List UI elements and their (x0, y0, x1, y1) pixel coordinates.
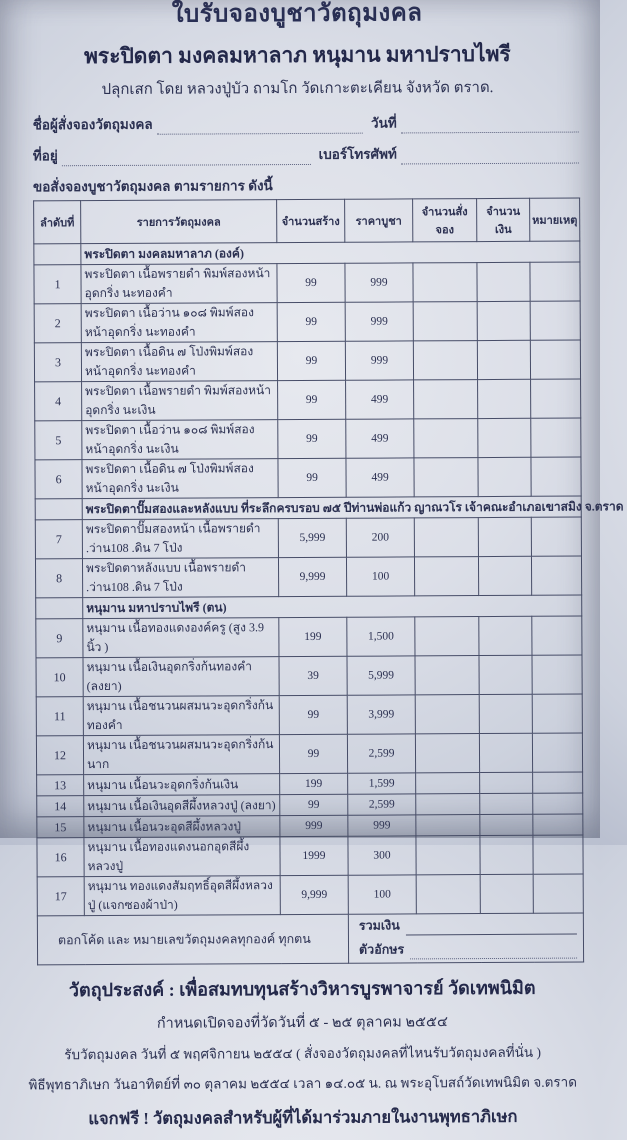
qty-made-cell: 99 (278, 380, 346, 419)
order-row (35, 418, 581, 460)
section-header-row (36, 595, 582, 619)
qty-ordered-cell[interactable] (416, 794, 480, 815)
order-row (35, 457, 581, 499)
qty-made-cell: 199 (279, 617, 347, 656)
date-field[interactable] (401, 117, 579, 134)
purpose-line: วัตถุประสงค์ : เพื่อสมทบทุนสร้างวิหารบูรพาจารย์ วัดเทพนิมิต (68, 977, 536, 1001)
receive-line: รับวัตถุมงคล วันที่ ๕ พฤศจิกายน ๒๕๕๔ ( สั่งจองวัตถุมงคลที่ไหนรับวัตถุมงคลที่นั่น ) (64, 1044, 541, 1063)
amount-cell[interactable] (480, 835, 533, 874)
note-cell[interactable] (531, 556, 581, 595)
note-cell[interactable] (530, 340, 580, 379)
price-cell: 1,500 (347, 617, 415, 656)
amount-cell[interactable] (479, 655, 532, 694)
note-cell[interactable] (531, 457, 581, 496)
qty-made-cell: 5,999 (278, 518, 346, 557)
amount-cell[interactable] (480, 814, 533, 835)
section-title: พระปิดตาปั๊มสองและหลังแบบ ที่ระลึกครบรอบ ๗๕ ปีท่านพ่อแก้ว ญาณวโร เจ้าคณะอำเภอเขาสมิง จ.ตราด (82, 496, 581, 520)
header-row (34, 198, 580, 244)
section-title: หนุมาน มหาปราบไพรี (ตน) (83, 595, 582, 619)
order-row (35, 379, 581, 421)
note-cell[interactable] (532, 733, 582, 772)
qty-made-cell: 99 (278, 458, 346, 497)
col-header-amount: จำนวนเงิน (477, 198, 530, 241)
code-note-cell: ตอกโค้ด และ หมายเลขวัตถุมงคลทุกองค์ ทุกตน (37, 914, 348, 965)
qty-ordered-cell[interactable] (414, 458, 478, 497)
col-header-note: หมายเหตุ (530, 198, 580, 241)
qty-made-cell: 99 (280, 794, 348, 815)
total-money-field[interactable] (406, 921, 577, 936)
col-header-price: ราคาบูชา (345, 199, 413, 242)
section-empty-cell (35, 499, 82, 520)
totals-cell (348, 913, 583, 963)
page-subtitle: พระปิดตา มงคลมหาลาภ หนุมาน มหาปราบไพรี (83, 41, 511, 69)
qty-made-cell: 9,999 (278, 557, 346, 596)
order-row (37, 835, 583, 877)
order-form-fields (33, 111, 579, 198)
order-table-summary (37, 913, 583, 965)
price-cell: 200 (346, 518, 414, 557)
address-field[interactable] (62, 149, 311, 166)
col-header-made: จำนวนสร้าง (277, 199, 345, 242)
item-desc-cell: พระปิดตา เนื้อพรายดำ พิมพ์สองหน้าอุดกริ่ง นะเงิน (82, 381, 278, 421)
item-desc-cell: หนุมาน เนื้อเงินอุดสีผึ้งหลวงปู่ (ลงยา) (84, 795, 280, 817)
item-desc-cell: หนุมาน เนื้อนวะอุดสีผึ้งหลวงปู่ (84, 816, 280, 838)
amount-cell[interactable] (478, 418, 531, 457)
name-date-row (33, 111, 579, 136)
page-title: ใบรับจองบูชาวัตถุมงคล (171, 0, 423, 28)
order-row (37, 814, 583, 838)
row-number-cell: 6 (35, 460, 82, 499)
col-header-no: ลำดับที่ (34, 201, 81, 244)
row-number-cell: 7 (35, 520, 82, 559)
note-cell[interactable] (533, 772, 583, 793)
qty-ordered-cell[interactable] (414, 419, 478, 458)
amount-cell[interactable] (478, 517, 531, 556)
qty-ordered-cell[interactable] (413, 302, 477, 341)
qty-ordered-cell[interactable] (416, 815, 480, 836)
qty-made-cell: 199 (280, 773, 348, 794)
note-cell[interactable] (532, 655, 582, 694)
order-table-head (34, 198, 580, 244)
row-number-cell: 9 (36, 619, 83, 658)
section-header-row (35, 496, 581, 520)
row-number-cell: 13 (37, 775, 84, 796)
row-number-cell: 15 (37, 817, 84, 838)
amount-cell[interactable] (477, 262, 530, 301)
qty-made-cell: 9,999 (280, 875, 348, 914)
price-cell: 5,999 (347, 656, 415, 695)
price-cell: 3,999 (347, 695, 415, 734)
qty-ordered-cell[interactable] (414, 518, 478, 557)
item-desc-cell: หนุมาน เนื้อทองแดงนอกอุดสีผึ้งหลวงปู่ (84, 837, 280, 877)
item-desc-cell: พระปิดตาปั๊มสองหน้า เนื้อพรายดำ .ว่าน108 .ดิน 7 โป่ง (82, 519, 278, 559)
item-desc-cell: พระปิดตา เนื้อว่าน ๑๐๘ พิมพ์สองหน้าอุดกริ่ง นะเงิน (82, 420, 278, 460)
qty-ordered-cell[interactable] (414, 557, 478, 596)
order-row (34, 340, 580, 382)
qty-ordered-cell[interactable] (413, 341, 477, 380)
col-header-item: รายการวัตถุมงคล (81, 200, 277, 244)
total-money-line (349, 914, 583, 939)
note-cell[interactable] (531, 418, 581, 457)
row-number-cell: 14 (37, 796, 84, 817)
row-number-cell: 4 (35, 382, 82, 421)
section-empty-cell (34, 244, 81, 265)
qty-ordered-cell[interactable] (416, 836, 480, 875)
item-desc-cell: พระปิดตา เนื้อดิน ๗ โป่งพิมพ์สองหน้าอุดกริ่ง นะเงิน (82, 459, 278, 499)
phone-label: เบอร์โทรศัพท์ (318, 146, 397, 162)
amount-cell[interactable] (479, 733, 532, 772)
ceremony-line: พิธีพุทธาภิเษก วันอาทิตย์ที่ ๓๐ ตุลาคม ๒๕๕๔ เวลา ๑๔.๐๕ น. ณ พระอุโบสถ์วัดเทพนิมิต จ.ตราด (28, 1074, 578, 1093)
price-cell: 999 (348, 815, 416, 836)
note-cell[interactable] (532, 616, 582, 655)
amount-cell[interactable] (480, 874, 533, 913)
note-cell[interactable] (533, 874, 583, 913)
row-number-cell: 17 (37, 877, 84, 916)
amount-cell[interactable] (478, 556, 531, 595)
price-cell: 100 (348, 875, 416, 914)
item-desc-cell: หนุมาน ทองแดงสัมฤทธิ์อุดสีผึ้งหลวงปู่ (แจกซองผ้าป่า) (84, 876, 280, 916)
note-cell[interactable] (531, 379, 581, 418)
order-row (36, 655, 582, 697)
row-number-cell: 12 (36, 736, 83, 775)
order-row (34, 262, 580, 304)
qty-made-cell: 99 (279, 695, 347, 734)
row-number-cell: 1 (34, 265, 81, 304)
price-cell: 499 (346, 458, 414, 497)
item-desc-cell: พระปิดตา เนื้อดิน ๗ โป่งพิมพ์สองหน้าอุดกริ่ง นะทองคำ (81, 342, 277, 382)
amount-cell[interactable] (477, 340, 530, 379)
amount-words-label: ตัวอักษร (358, 942, 405, 957)
qty-ordered-cell[interactable] (413, 263, 477, 302)
amount-cell[interactable] (480, 793, 533, 814)
qty-ordered-cell[interactable] (416, 773, 480, 794)
row-number-cell: 11 (36, 697, 83, 736)
note-cell[interactable] (530, 262, 580, 301)
note-cell[interactable] (533, 835, 583, 874)
order-row (37, 874, 583, 916)
name-field[interactable] (157, 118, 363, 135)
row-number-cell: 2 (34, 304, 81, 343)
qty-made-cell: 99 (277, 302, 345, 341)
row-number-cell: 3 (34, 343, 81, 382)
qty-ordered-cell[interactable] (415, 695, 479, 734)
address-label: ที่อยู่ (32, 148, 58, 164)
order-row (35, 517, 581, 559)
price-cell: 499 (346, 419, 414, 458)
price-cell: 2,599 (348, 794, 416, 815)
order-row (37, 793, 583, 817)
amount-cell[interactable] (479, 694, 532, 733)
section-title: พระปิดตา มงคลมหาลาภ (องค์) (81, 241, 580, 265)
item-desc-cell: หนุมาน เนื้อทองแดงองค์ครู (สูง 3.9 นิ้ว ) (83, 618, 279, 658)
note-cell[interactable] (533, 814, 583, 835)
qty-made-cell: 39 (279, 656, 347, 695)
qty-ordered-cell[interactable] (416, 875, 480, 914)
row-number-cell: 5 (35, 421, 82, 460)
price-cell: 999 (345, 263, 413, 302)
footer-notes (2, 972, 603, 1132)
amount-words-field[interactable] (410, 945, 577, 960)
price-cell: 499 (346, 380, 414, 419)
qty-ordered-cell[interactable] (415, 617, 479, 656)
note-cell[interactable] (533, 793, 583, 814)
total-money-label: รวมเงิน (358, 918, 400, 933)
qty-made-cell: 999 (280, 815, 348, 836)
order-row (34, 301, 580, 343)
summary-row (37, 913, 583, 965)
col-header-ordered: จำนวนสั่งจอง (413, 199, 477, 242)
price-cell: 100 (346, 557, 414, 596)
row-number-cell: 8 (35, 559, 82, 598)
row-number-cell: 10 (36, 658, 83, 697)
qty-ordered-cell[interactable] (414, 380, 478, 419)
phone-field[interactable] (401, 148, 579, 165)
order-row (36, 733, 582, 775)
note-cell[interactable] (532, 694, 582, 733)
price-cell: 999 (345, 302, 413, 341)
item-desc-cell: พระปิดตา เนื้อว่าน ๑๐๘ พิมพ์สองหน้าอุดกริ่ง นะทองคำ (81, 303, 277, 343)
amount-cell[interactable] (477, 301, 530, 340)
qty-ordered-cell[interactable] (415, 656, 479, 695)
name-label: ชื่อผู้สั่งจองวัตถุมงคล (32, 116, 153, 133)
order-row (36, 694, 582, 736)
qty-made-cell: 1999 (280, 836, 348, 875)
price-cell: 2,599 (347, 734, 415, 773)
qty-made-cell: 99 (277, 341, 345, 380)
booking-dates-line: กำหนดเปิดจองที่วัดวันที่ ๕ - ๒๕ ตุลาคม ๒๕๕๔ (156, 1014, 448, 1032)
note-cell[interactable] (531, 517, 581, 556)
free-giveaway-line: แจกฟรี ! วัตถุมงคลสำหรับผู้ที่ได้มาร่วมภายในงานพุทธาภิเษก (88, 1106, 518, 1129)
order-row (36, 616, 582, 658)
amount-words-line (349, 938, 583, 963)
qty-made-cell: 99 (279, 734, 347, 773)
order-table-body (34, 241, 624, 916)
item-desc-cell: พระปิดตา เนื้อพรายดำ พิมพ์สองหน้าอุดกริ่ง นะทองคำ (81, 264, 277, 304)
row-number-cell: 16 (37, 838, 84, 877)
item-desc-cell: พระปิดตาหลังแบบ เนื้อพรายดำ .ว่าน108 .ดิน 7 โป่ง (82, 558, 278, 598)
section-header-row (34, 241, 580, 265)
section-empty-cell (36, 598, 83, 619)
address-phone-row (33, 142, 579, 167)
order-row (35, 556, 581, 598)
amount-cell[interactable] (480, 772, 533, 793)
price-cell: 1,599 (348, 773, 416, 794)
item-desc-cell: หนุมาน เนื้อชนวนผสมนวะอุดกริ่งก้นทองคำ (83, 696, 279, 736)
item-desc-cell: หนุมาน เนื้อชนวนผสมนวะอุดกริ่งก้นนาก (83, 735, 279, 775)
item-desc-cell: หนุมาน เนื้อเงินอุดกริ่งก้นทองคำ (ลงยา) (83, 657, 279, 697)
price-cell: 300 (348, 836, 416, 875)
amount-cell[interactable] (478, 379, 531, 418)
amount-cell[interactable] (478, 457, 531, 496)
order-table (33, 198, 624, 966)
amount-cell[interactable] (479, 616, 532, 655)
order-row (37, 772, 583, 796)
qty-made-cell: 99 (278, 419, 346, 458)
price-cell: 999 (345, 341, 413, 380)
note-cell[interactable] (530, 301, 580, 340)
qty-ordered-cell[interactable] (415, 734, 479, 773)
order-intro-line: ขอสั่งจองบูชาวัตถุมงคล ตามรายการ ดังนี้ (32, 178, 273, 195)
blessing-line: ปลุกเสก โดย หลวงปู่บัว ถามโก วัดเกาะตะเคียน จังหวัด ตราด. (101, 79, 494, 99)
qty-made-cell: 99 (277, 263, 345, 302)
item-desc-cell: หนุมาน เนื้อนวะอุดกริ่งก้นเงิน (84, 774, 280, 796)
date-label: วันที่ (370, 115, 397, 131)
